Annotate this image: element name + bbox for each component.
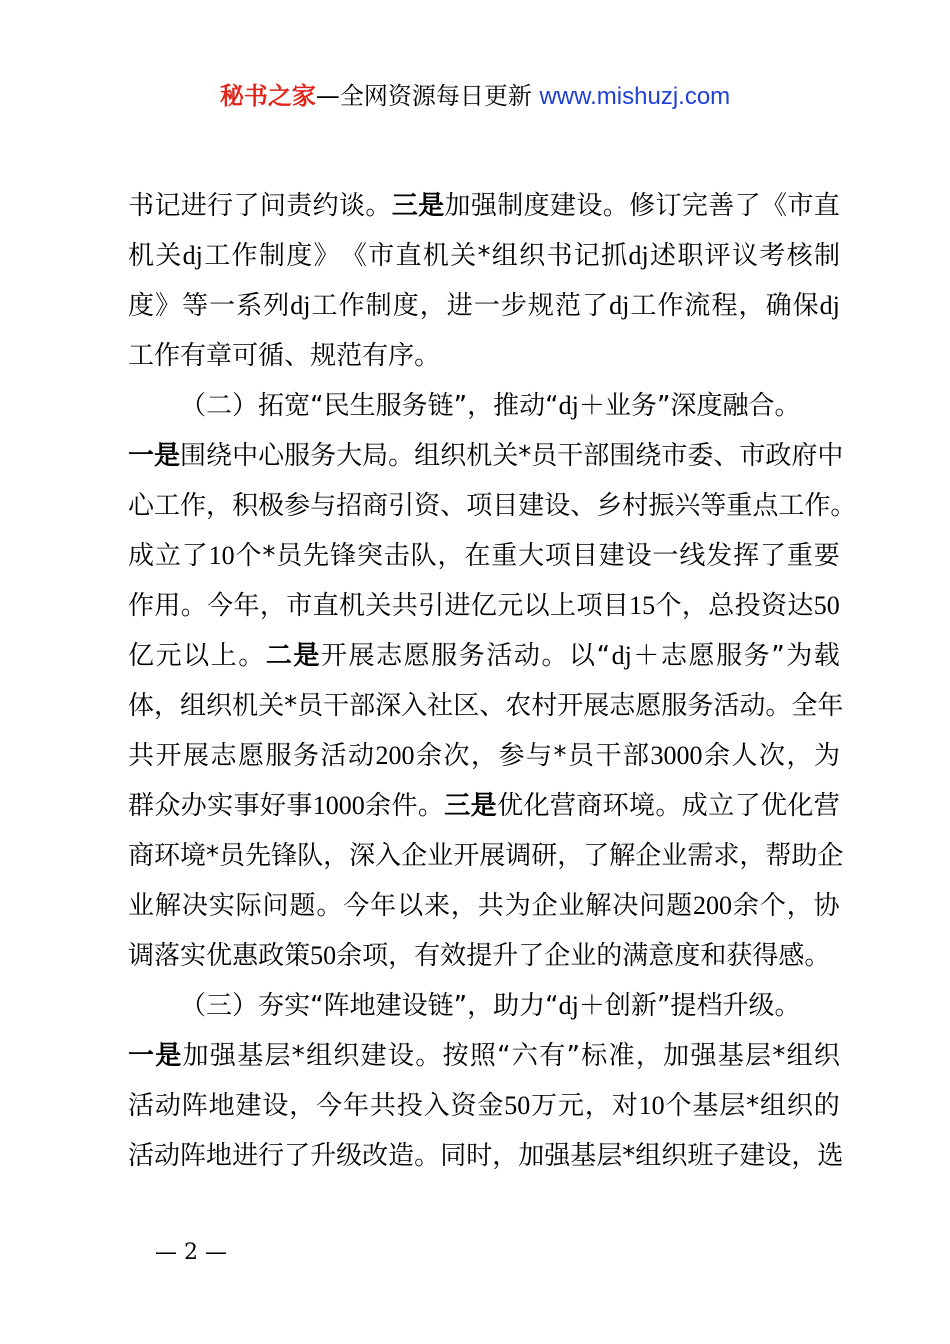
text-line: 一 是 围 绕 中 心 服 务 大 局 。 组 织 机 关 * 员 干 部 围 绕 市 委 、 市 政 府 中 bbox=[128, 441, 844, 471]
text-line: 活 动 阵 地 建 设 ， 今 年 共 投 入 资 金 50 万 元 ， 对 10 个 基 层 * 组 织 的 bbox=[128, 1091, 840, 1121]
text-line: 活 动 阵 地 进 行 了 升 级 改 造 。 同 时 ， 加 强 基 层 * 组 织 班 子 建 设 ， 选 bbox=[128, 1141, 844, 1171]
text-line: 调 落 实 优 惠 政 策 50 余 项 ， 有 效 提 升 了 企 业 的 满 意 度 和 获 得 感 。 bbox=[128, 941, 831, 971]
text-line: 一 是 加 强 基 层 * 组 织 建 设 。 按 照 “ 六 有 ” 标 准 ， 加 强 基 层 * 组 织 bbox=[128, 1041, 840, 1071]
document-body bbox=[128, 181, 857, 1181]
text-line: 业 解 决 实 际 问 题 。 今 年 以 来 ， 共 为 企 业 解 决 问 题 200 余 个 ， 协 bbox=[128, 891, 840, 921]
site-tagline: —全网资源每日更新 bbox=[315, 82, 532, 110]
site-brand: 秘书之家 bbox=[219, 82, 316, 110]
text-line: 度 》 等 一 系 列 dj 工 作 制 度 ， 进 一 步 规 范 了 dj 工 作 流 程 ， 确 保 dj bbox=[128, 291, 840, 321]
text-line: 群 众 办 实 事 好 事 1000 余 件 。 三 是 优 化 营 商 环 境 。 成 立 了 优 化 营 bbox=[128, 791, 840, 821]
text-line: 工 作 有 章 可 循 、 规 范 有 序 。 bbox=[128, 341, 441, 371]
text-line: 作 用 。 今 年 ， 市 直 机 关 共 引 进 亿 元 以 上 项 目 15 个 ， 总 投 资 达 50 bbox=[128, 591, 840, 621]
text-line: 成 立 了 10 个 * 员 先 锋 突 击 队 ， 在 重 大 项 目 建 设 一 线 发 挥 了 重 要 bbox=[128, 541, 840, 571]
text-line: 商 环 境 * 员 先 锋 队 ， 深 入 企 业 开 展 调 研 ， 了 解 企 业 需 求 ， 帮 助 企 bbox=[128, 841, 844, 871]
text-line: （ 三 ） 夯 实 “ 阵 地 建 设 链 ” ， 助 力 “ dj ＋ 创 新 ” 提 档 升 级 。 bbox=[180, 991, 801, 1021]
text-line: 书 记 进 行 了 问 责 约 谈 。 三 是 加 强 制 度 建 设 。 修 订 完 善 了 《 市 直 bbox=[128, 191, 840, 221]
text-line: 共 开 展 志 愿 服 务 活 动 200 余 次 ， 参 与 * 员 干 部 3000 余 人 次 ， 为 bbox=[128, 741, 840, 771]
text-line: 体 ， 组 织 机 关 * 员 干 部 深 入 社 区 、 农 村 开 展 志 愿 服 务 活 动 。 全 年 bbox=[128, 691, 844, 721]
text-line: 机 关 dj 工 作 制 度 》 《 市 直 机 关 * 组 织 书 记 抓 dj 述 职 评 议 考 核 制 bbox=[128, 241, 840, 271]
text-line: 心 工 作 ， 积 极 参 与 招 商 引 资 、 项 目 建 设 、 乡 村 振 兴 等 重 点 工 作 。 bbox=[128, 491, 857, 521]
text-line: 亿 元 以 上 。 二 是 开 展 志 愿 服 务 活 动 。 以 “ dj ＋ 志 愿 服 务 ” 为 载 bbox=[128, 641, 840, 671]
site-url-link[interactable]: www.mishuzj.com bbox=[539, 83, 731, 110]
page-number: — 2 — bbox=[155, 1240, 227, 1265]
site-banner bbox=[0, 80, 950, 113]
text-line: （ 二 ） 拓 宽 “ 民 生 服 务 链 ” ， 推 动 “ dj ＋ 业 务 ” 深 度 融 合 。 bbox=[180, 391, 801, 421]
